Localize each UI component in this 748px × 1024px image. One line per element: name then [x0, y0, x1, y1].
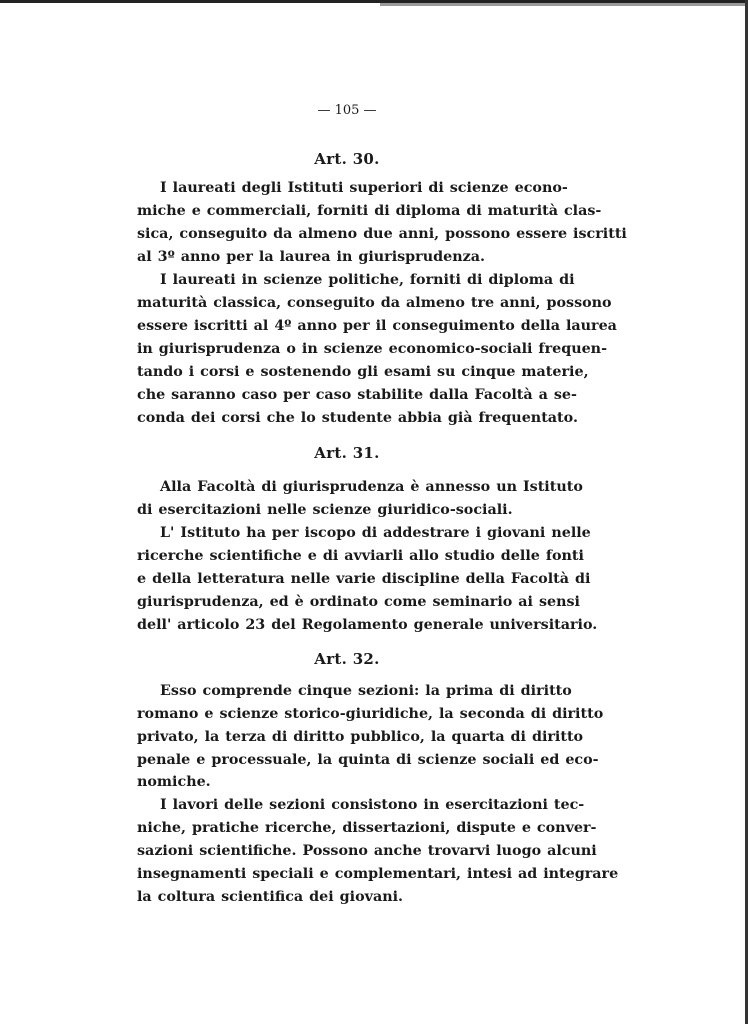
paragraph-line: L' Istituto ha per iscopo di addestrare i giovani nelle — [160, 525, 591, 541]
paragraph-line: conda dei corsi che lo studente abbia già frequentato. — [137, 410, 578, 426]
paragraph-line: tando i corsi e sostenendo gli esami su cinque materie, — [137, 364, 589, 380]
paragraph-line: privato, la terza di diritto pubblico, la quarta di diritto — [137, 729, 584, 745]
paragraph-line: miche e commerciali, forniti di diploma di maturità clas- — [137, 203, 602, 219]
paragraph-line: ricerche scientifiche e di avviarli allo studio delle fonti — [137, 548, 584, 564]
paragraph-line: romano e scienze storico-giuridiche, la seconda di diritto — [137, 706, 604, 722]
paragraph-line: e della letteratura nelle varie discipline della Facoltà di — [137, 571, 591, 587]
paragraph-line: I lavori delle sezioni consistono in esercitazioni tec- — [160, 797, 585, 813]
paragraph-line: che saranno caso per caso stabilite dalla Facoltà a se- — [137, 387, 577, 403]
paragraph-line: essere iscritti al 4º anno per il conseguimento della laurea — [137, 318, 617, 334]
paragraph-line: I laureati in scienze politiche, forniti di diploma di — [160, 272, 575, 288]
article-heading: Art. 30. — [314, 150, 380, 168]
paragraph-line: I laureati degli Istituti superiori di scienze econo- — [160, 180, 568, 196]
paragraph-line: sazioni scientifiche. Possono anche trovarvi luogo alcuni — [137, 843, 597, 859]
paragraph-line: Alla Facoltà di giurisprudenza è annesso un Istituto — [160, 479, 583, 495]
paragraph-line: niche, pratiche ricerche, dissertazioni, dispute e conver- — [137, 820, 597, 836]
paragraph-line: maturità classica, conseguito da almeno tre anni, possono — [137, 295, 612, 311]
paragraph-line: dell' articolo 23 del Regolamento generale universitario. — [137, 617, 598, 633]
paragraph-line: di esercitazioni nelle scienze giuridico-sociali. — [137, 502, 513, 518]
page-number: — 105 — — [317, 103, 377, 118]
paragraph-line: al 3º anno per la laurea in giurisprudenza. — [137, 249, 485, 265]
paragraph-line: in giurisprudenza o in scienze economico-sociali frequen- — [137, 341, 608, 357]
paragraph-line: giurisprudenza, ed è ordinato come seminario ai sensi — [137, 594, 580, 610]
paragraph-line: sica, conseguito da almeno due anni, possono essere iscritti — [137, 226, 627, 242]
paragraph-line: penale e processuale, la quinta di scienze sociali ed eco- — [137, 752, 599, 768]
paragraph-line: la coltura scientifica dei giovani. — [137, 889, 404, 905]
paragraph-line: insegnamenti speciali e complementari, intesi ad integrare — [137, 866, 619, 882]
paragraph-line: nomiche. — [137, 774, 211, 790]
scan-edge-top-shadow — [380, 3, 748, 6]
paragraph-line: Esso comprende cinque sezioni: la prima di diritto — [160, 683, 572, 699]
article-heading: Art. 31. — [314, 444, 380, 462]
article-heading: Art. 32. — [314, 650, 380, 668]
